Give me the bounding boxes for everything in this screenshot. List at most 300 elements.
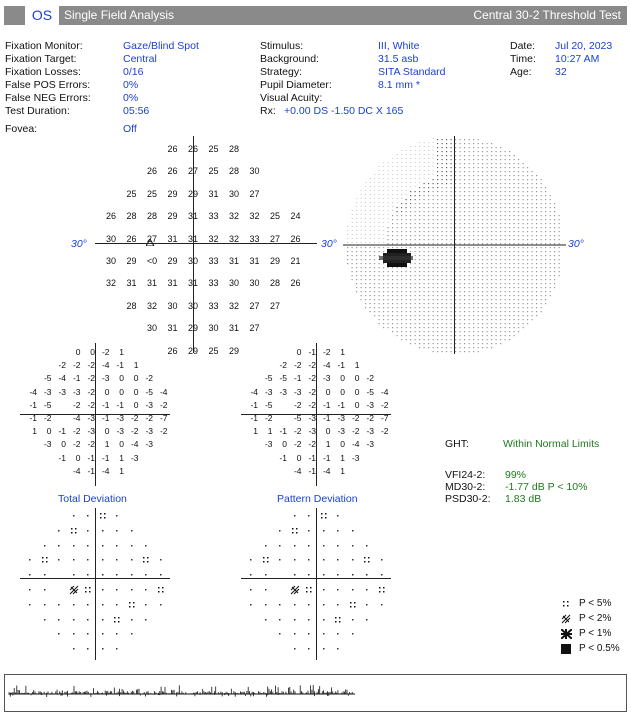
svg-text:-: - <box>396 179 398 184</box>
svg-text:-: - <box>423 159 425 164</box>
total-deviation-value: -4 <box>29 386 37 397</box>
normal-dot-icon <box>319 615 329 625</box>
threshold-value: 26 <box>126 233 137 244</box>
svg-text:-: - <box>396 187 398 192</box>
svg-text:-: - <box>360 211 362 216</box>
total-deviation-value: -2 <box>101 347 110 357</box>
svg-text:-: - <box>374 187 376 192</box>
svg-text:-: - <box>405 151 407 156</box>
info-value: Gaze/Blind Spot <box>123 40 199 52</box>
total-deviation-title: Total Deviation <box>58 493 127 505</box>
svg-text:-: - <box>410 179 412 184</box>
normal-dot-icon <box>83 541 93 551</box>
pattern-deviation-value: -1 <box>308 452 316 463</box>
pattern-deviation-value: -2 <box>308 373 316 384</box>
threshold-value: 30 <box>105 256 116 266</box>
normal-dot-icon <box>112 600 122 610</box>
svg-text:-: - <box>428 143 430 148</box>
info-value: 8.1 mm * <box>378 79 421 91</box>
threshold-value: <0 <box>146 256 158 266</box>
pattern-deviation-value: -1 <box>322 399 331 410</box>
normal-dot-icon <box>98 585 108 595</box>
threshold-value: 31 <box>249 256 260 266</box>
svg-text:-: - <box>423 147 425 152</box>
normal-dot-icon <box>112 570 122 580</box>
total-deviation-value: -1 <box>87 452 95 463</box>
total-deviation-value: -2 <box>87 386 95 397</box>
svg-text:-: - <box>387 163 389 168</box>
normal-dot-icon <box>83 511 93 521</box>
normal-dot-icon <box>261 615 271 625</box>
pattern-deviation-value: -4 <box>322 360 331 371</box>
normal-dot-icon <box>362 615 372 625</box>
svg-text:-: - <box>360 223 362 228</box>
svg-text:-: - <box>378 183 380 188</box>
info-value: Off <box>123 123 137 135</box>
normal-dot-icon <box>348 541 358 551</box>
normal-dot-icon <box>362 570 372 580</box>
pattern-deviation-value: 1 <box>325 439 331 450</box>
total-deviation-value: -1 <box>29 399 37 410</box>
threshold-value: 32 <box>228 300 239 311</box>
threshold-value: 31 <box>187 211 198 222</box>
svg-text:-: - <box>383 203 385 208</box>
svg-text:-: - <box>351 231 353 236</box>
normal-dot-icon <box>333 541 343 551</box>
svg-text:-: - <box>396 175 398 180</box>
total-deviation-value: -2 <box>130 426 139 437</box>
threshold-value: 30 <box>105 233 116 244</box>
svg-text:-: - <box>374 171 376 176</box>
svg-text:-: - <box>360 199 362 204</box>
info-value: +0.00 DS -1.50 DC X 165 <box>284 105 404 117</box>
normal-dot-icon <box>319 555 329 565</box>
pattern-deviation-value: -4 <box>250 386 258 397</box>
svg-text:-: - <box>387 195 389 200</box>
p1-symbol-icon <box>561 629 572 639</box>
normal-dot-icon <box>304 615 314 625</box>
svg-text:-: - <box>365 223 367 228</box>
svg-text:-: - <box>360 195 362 200</box>
svg-text:-: - <box>369 203 371 208</box>
normal-dot-icon <box>304 555 314 565</box>
normal-dot-icon <box>261 600 271 610</box>
svg-text:-: - <box>410 151 412 156</box>
normal-dot-icon <box>275 555 285 565</box>
pdp-vertical-axis <box>316 508 317 660</box>
normal-dot-icon <box>127 526 137 536</box>
info-value: 32 <box>555 66 567 78</box>
normal-dot-icon <box>348 615 358 625</box>
normal-dot-icon <box>141 541 151 551</box>
threshold-value: 31 <box>228 323 239 334</box>
svg-text:-: - <box>387 199 389 204</box>
normal-dot-icon <box>69 615 79 625</box>
pattern-deviation-value: -2 <box>366 413 374 423</box>
threshold-value: 32 <box>208 233 219 244</box>
normal-dot-icon <box>304 526 314 536</box>
normal-dot-icon <box>141 600 151 610</box>
svg-text:-: - <box>369 179 371 184</box>
svg-text:-: - <box>369 239 371 244</box>
svg-text:-: - <box>351 239 353 244</box>
svg-text:-: - <box>423 151 425 156</box>
total-deviation-value: -2 <box>72 399 81 410</box>
total-deviation-value: -2 <box>43 413 52 423</box>
normal-dot-icon <box>156 555 166 565</box>
svg-text:-: - <box>428 175 430 180</box>
normal-dot-icon <box>83 555 93 565</box>
normal-dot-icon <box>156 570 166 580</box>
normal-dot-icon <box>246 585 256 595</box>
svg-text:-: - <box>378 195 380 200</box>
pattern-deviation-value: -5 <box>293 413 302 423</box>
svg-text:-: - <box>369 215 371 220</box>
svg-text:-: - <box>396 191 398 196</box>
normal-dot-icon <box>319 585 329 595</box>
svg-text:-: - <box>356 227 358 232</box>
total-deviation-value: -4 <box>72 465 81 476</box>
svg-text:-: - <box>419 147 421 152</box>
p5-symbol-icon <box>112 615 122 625</box>
axis-label-left: 30° <box>71 238 87 250</box>
normal-dot-icon <box>83 570 93 580</box>
pattern-deviation-value: -3 <box>308 426 316 437</box>
p5-symbol-icon <box>261 555 271 565</box>
svg-text:-: - <box>369 219 371 224</box>
md-label: MD30-2: <box>445 481 486 493</box>
normal-dot-icon <box>69 600 79 610</box>
svg-text:-: - <box>369 187 371 192</box>
normal-dot-icon <box>54 600 64 610</box>
svg-text:-: - <box>365 231 367 236</box>
svg-text:-: - <box>387 167 389 172</box>
normal-dot-icon <box>40 570 50 580</box>
normal-dot-icon <box>246 555 256 565</box>
svg-text:-: - <box>374 211 376 216</box>
svg-text:-: - <box>369 223 371 228</box>
svg-text:-: - <box>378 199 380 204</box>
normal-dot-icon <box>319 629 329 639</box>
svg-text:-: - <box>383 171 385 176</box>
normal-dot-icon <box>25 585 35 595</box>
total-deviation-value: -3 <box>101 373 110 384</box>
svg-text:-: - <box>360 207 362 212</box>
svg-text:-: - <box>378 227 380 232</box>
threshold-value: 28 <box>126 211 137 222</box>
normal-dot-icon <box>112 644 122 654</box>
svg-text:-: - <box>423 171 425 176</box>
total-deviation-value: 1 <box>133 360 139 371</box>
total-deviation-value: -3 <box>72 386 81 397</box>
svg-text:-: - <box>396 151 398 156</box>
svg-text:-: - <box>410 143 412 148</box>
threshold-value: 28 <box>228 144 239 154</box>
axis-label-right: 30° <box>321 238 337 250</box>
normal-dot-icon <box>141 570 151 580</box>
svg-text:-: - <box>419 151 421 156</box>
normal-dot-icon <box>319 570 329 580</box>
normal-dot-icon <box>127 585 137 595</box>
normal-dot-icon <box>69 629 79 639</box>
total-deviation-value: -4 <box>58 373 66 384</box>
total-deviation-value: 0 <box>119 439 124 450</box>
total-deviation-value: -2 <box>58 360 66 371</box>
svg-text:-: - <box>401 191 403 196</box>
normal-dot-icon <box>333 526 343 536</box>
svg-text:-: - <box>360 239 362 244</box>
svg-text:-: - <box>410 167 412 172</box>
svg-text:-: - <box>378 239 380 244</box>
svg-text:-: - <box>383 223 385 228</box>
pattern-deviation-value: -3 <box>264 439 273 450</box>
svg-text:-: - <box>356 235 358 240</box>
total-deviation-value: -3 <box>87 413 95 423</box>
normal-dot-icon <box>348 585 358 595</box>
header-bar <box>4 6 627 25</box>
pattern-deviation-value: 1 <box>340 465 345 476</box>
svg-text:-: - <box>405 179 407 184</box>
pattern-deviation-value: -3 <box>366 426 374 437</box>
threshold-value: 30 <box>249 278 260 289</box>
svg-text:-: - <box>351 219 353 224</box>
threshold-value: 28 <box>269 278 280 289</box>
total-deviation-value: 0 <box>61 439 66 450</box>
threshold-value: 25 <box>146 188 157 199</box>
threshold-value: 27 <box>269 233 280 244</box>
p2-symbol-icon <box>290 585 300 595</box>
normal-dot-icon <box>54 526 64 536</box>
svg-text:-: - <box>392 207 394 212</box>
total-deviation-value: -3 <box>116 426 124 437</box>
pattern-deviation-value: -5 <box>264 399 273 410</box>
svg-text:-: - <box>410 155 412 160</box>
svg-text:-: - <box>383 219 385 224</box>
normal-dot-icon <box>54 629 64 639</box>
info-label: Rx: <box>260 105 276 117</box>
p5-symbol-icon <box>156 585 166 595</box>
normal-dot-icon <box>112 629 122 639</box>
normal-dot-icon <box>25 555 35 565</box>
svg-text:-: - <box>387 187 389 192</box>
svg-text:-: - <box>383 195 385 200</box>
pattern-deviation-value: -2 <box>380 426 389 437</box>
pattern-deviation-value: -3 <box>279 386 287 397</box>
total-deviation-value: -2 <box>72 360 81 371</box>
pattern-deviation-value: -2 <box>380 399 389 410</box>
svg-text:-: - <box>405 147 407 152</box>
svg-text:-: - <box>432 163 434 168</box>
svg-text:-: - <box>378 191 380 196</box>
svg-text:-: - <box>365 207 367 212</box>
total-deviation-value: -3 <box>145 439 153 450</box>
svg-text:-: - <box>374 235 376 240</box>
pattern-deviation-value: -2 <box>308 439 316 450</box>
threshold-value: 30 <box>249 166 260 177</box>
normal-dot-icon <box>141 615 151 625</box>
threshold-value: 31 <box>187 233 198 244</box>
vfi-value: 99% <box>505 469 527 481</box>
total-deviation-value: -2 <box>87 360 95 371</box>
svg-text:-: - <box>428 159 430 164</box>
pattern-deviation-value: -1 <box>293 373 302 384</box>
threshold-value: 25 <box>269 211 280 222</box>
info-label: Fixation Target: <box>5 53 77 65</box>
svg-text:-: - <box>405 171 407 176</box>
ght-label: GHT: <box>445 438 469 450</box>
svg-text:-: - <box>392 183 394 188</box>
info-value: 05:56 <box>123 105 150 117</box>
normal-dot-icon <box>40 585 50 595</box>
normal-dot-icon <box>127 555 137 565</box>
svg-text:-: - <box>414 163 416 168</box>
svg-text:-: - <box>383 239 385 244</box>
total-deviation-value: -1 <box>87 465 95 476</box>
total-deviation-value: -1 <box>58 426 66 437</box>
threshold-value: 29 <box>187 323 198 334</box>
svg-text:-: - <box>392 199 394 204</box>
svg-text:-: - <box>374 199 376 204</box>
threshold-value: 28 <box>228 166 239 177</box>
threshold-value: 25 <box>208 166 219 177</box>
legend-p5: P < 5% <box>579 598 612 609</box>
svg-text:-: - <box>392 155 394 160</box>
svg-text:-: - <box>378 207 380 212</box>
normal-dot-icon <box>290 511 300 521</box>
svg-text:-: - <box>351 227 353 232</box>
normal-dot-icon <box>261 541 271 551</box>
svg-text:-: - <box>428 139 430 144</box>
svg-text:-: - <box>428 147 430 152</box>
normal-dot-icon <box>69 511 79 521</box>
normal-dot-icon <box>83 644 93 654</box>
total-deviation-value: 0 <box>119 373 124 384</box>
pattern-deviation-value: -3 <box>337 413 345 423</box>
svg-text:-: - <box>356 239 358 244</box>
total-deviation-value: -3 <box>145 399 153 410</box>
total-deviation-value: -2 <box>87 373 95 384</box>
normal-dot-icon <box>112 541 122 551</box>
pattern-deviation-title: Pattern Deviation <box>277 493 358 505</box>
normal-dot-icon <box>348 570 358 580</box>
pattern-deviation-value: -2 <box>293 439 302 450</box>
svg-text:-: - <box>374 207 376 212</box>
normal-dot-icon <box>54 555 64 565</box>
svg-text:-: - <box>387 175 389 180</box>
svg-text:-: - <box>410 175 412 180</box>
info-value: III, White <box>378 40 420 52</box>
threshold-value: 33 <box>208 211 219 222</box>
svg-text:-: - <box>360 219 362 224</box>
info-value: 0/16 <box>123 66 144 78</box>
pattern-deviation-value: -3 <box>322 373 331 384</box>
threshold-value: 30 <box>228 188 239 199</box>
normal-dot-icon <box>333 585 343 595</box>
normal-dot-icon <box>98 541 108 551</box>
svg-text:-: - <box>378 167 380 172</box>
normal-dot-icon <box>290 629 300 639</box>
pattern-deviation-value: 1 <box>354 360 360 371</box>
svg-text:-: - <box>369 175 371 180</box>
normal-dot-icon <box>98 644 108 654</box>
normal-dot-icon <box>246 570 256 580</box>
svg-text:-: - <box>414 151 416 156</box>
total-deviation-value: 1 <box>119 465 124 476</box>
threshold-value: 27 <box>249 188 260 199</box>
total-deviation-value: -3 <box>43 386 52 397</box>
svg-text:-: - <box>378 219 380 224</box>
threshold-value: 29 <box>167 211 178 222</box>
normal-dot-icon <box>127 629 137 639</box>
svg-text:-: - <box>365 227 367 232</box>
total-deviation-value: -1 <box>101 399 110 410</box>
svg-text:-: - <box>428 151 430 156</box>
svg-text:-: - <box>378 211 380 216</box>
svg-text:-: - <box>378 179 380 184</box>
normal-dot-icon <box>127 615 137 625</box>
normal-dot-icon <box>54 615 64 625</box>
svg-text:-: - <box>396 159 398 164</box>
info-value: Central <box>123 53 157 65</box>
normal-dot-icon <box>69 541 79 551</box>
p5-symbol-icon <box>562 600 572 608</box>
svg-text:-: - <box>396 183 398 188</box>
total-deviation-value: -2 <box>159 426 168 437</box>
svg-text:-: - <box>369 211 371 216</box>
pattern-deviation-value: 0 <box>296 347 302 357</box>
pattern-deviation-value: -2 <box>264 413 273 423</box>
svg-text:-: - <box>396 171 398 176</box>
total-deviation-value: 1 <box>32 426 37 437</box>
svg-text:-: - <box>351 215 353 220</box>
svg-text:-: - <box>396 155 398 160</box>
info-label: Stimulus: <box>260 40 304 52</box>
svg-text:-: - <box>347 235 349 240</box>
svg-text:-: - <box>414 159 416 164</box>
total-deviation-value: -2 <box>72 439 81 450</box>
pattern-deviation-value: -1 <box>322 413 331 423</box>
normal-dot-icon <box>333 629 343 639</box>
svg-text:-: - <box>365 191 367 196</box>
svg-text:-: - <box>374 195 376 200</box>
svg-text:-: - <box>432 143 434 148</box>
threshold-value: 29 <box>269 256 280 266</box>
normal-dot-icon <box>25 600 35 610</box>
svg-text:-: - <box>365 183 367 188</box>
legend-p1: P < 1% <box>579 628 612 639</box>
p5-symbol-icon <box>290 526 300 536</box>
normal-dot-icon <box>333 511 343 521</box>
svg-text:-: - <box>356 215 358 220</box>
info-label: Test Duration: <box>5 105 70 117</box>
svg-text:-: - <box>419 179 421 184</box>
threshold-value: 26 <box>290 233 301 244</box>
p5-symbol-icon <box>304 585 314 595</box>
threshold-value: 25 <box>208 144 219 154</box>
normal-dot-icon <box>290 570 300 580</box>
svg-text:-: - <box>374 191 376 196</box>
p5-symbol-icon <box>141 555 151 565</box>
svg-text:-: - <box>365 235 367 240</box>
svg-text:-: - <box>383 167 385 172</box>
info-value: 0% <box>123 92 139 104</box>
svg-text:-: - <box>387 183 389 188</box>
svg-text:-: - <box>428 167 430 172</box>
pattern-deviation-value: -3 <box>351 452 360 463</box>
normal-dot-icon <box>112 526 122 536</box>
threshold-value: 32 <box>105 278 116 289</box>
normal-dot-icon <box>290 644 300 654</box>
